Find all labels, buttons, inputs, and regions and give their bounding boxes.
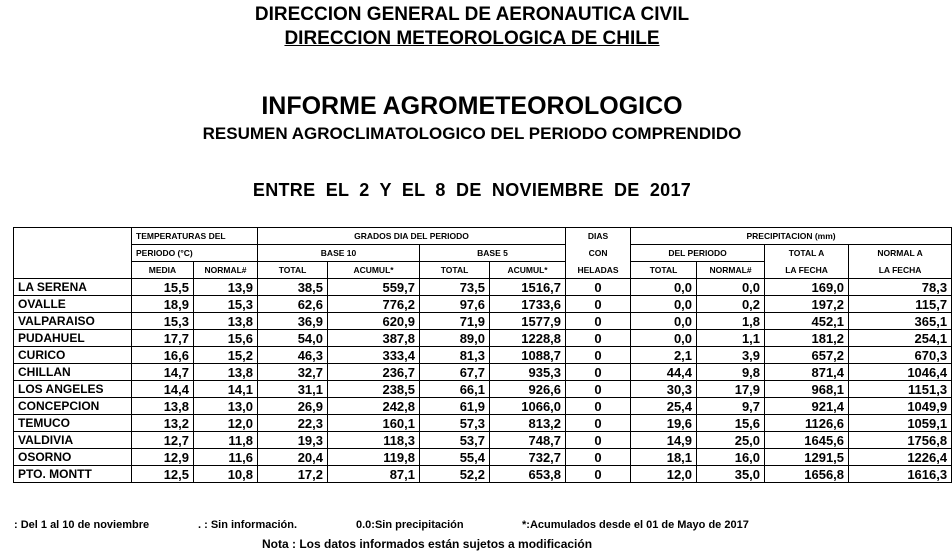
header-total-a: TOTAL A	[765, 245, 849, 262]
cell-station: VALPARAISO	[14, 313, 132, 330]
report-title: INFORME AGROMETEOROLOGICO	[261, 92, 683, 120]
cell-b5-acumul: 813,2	[490, 415, 566, 432]
cell-heladas: 0	[566, 466, 631, 483]
cell-station: TEMUCO	[14, 415, 132, 432]
cell-normal-fecha: 1756,8	[849, 432, 952, 449]
header-row-2	[14, 245, 952, 262]
cell-normal-fecha: 365,1	[849, 313, 952, 330]
cell-media: 14,4	[132, 381, 194, 398]
footnote-acumulados: *:Acumulados desde el 01 de Mayo de 2017	[522, 519, 749, 531]
header-con: CON	[566, 245, 631, 262]
header-b5-acumul: ACUMUL*	[490, 262, 566, 279]
cell-p-normal: 0,2	[697, 296, 765, 313]
cell-total-fecha: 1126,6	[765, 415, 849, 432]
header-dias: DIAS	[566, 228, 631, 245]
cell-normal: 15,2	[194, 347, 258, 364]
cell-p-total: 14,9	[631, 432, 697, 449]
cell-normal: 15,3	[194, 296, 258, 313]
cell-p-normal: 3,9	[697, 347, 765, 364]
cell-normal: 14,1	[194, 381, 258, 398]
cell-heladas: 0	[566, 432, 631, 449]
cell-p-total: 44,4	[631, 364, 697, 381]
cell-b5-total: 52,2	[420, 466, 490, 483]
cell-media: 16,6	[132, 347, 194, 364]
table-row	[14, 330, 952, 347]
header-base10: BASE 10	[258, 245, 420, 262]
cell-normal-fecha: 115,7	[849, 296, 952, 313]
cell-heladas: 0	[566, 381, 631, 398]
cell-b5-acumul: 732,7	[490, 449, 566, 466]
report-period: ENTRE EL 2 Y EL 8 DE NOVIEMBRE DE 2017	[252, 180, 692, 200]
table-row	[14, 279, 952, 296]
header-p-normal: NORMAL#	[697, 262, 765, 279]
cell-heladas: 0	[566, 415, 631, 432]
cell-station: OVALLE	[14, 296, 132, 313]
header-base5: BASE 5	[420, 245, 566, 262]
header-row-3	[14, 262, 952, 279]
cell-station: LA SERENA	[14, 279, 132, 296]
cell-media: 15,5	[132, 279, 194, 296]
header-row-1	[14, 228, 952, 245]
footnote-sin-info: . : Sin información.	[198, 519, 298, 531]
cell-p-total: 0,0	[631, 296, 697, 313]
cell-b5-acumul: 1577,9	[490, 313, 566, 330]
cell-normal-fecha: 1049,9	[849, 398, 952, 415]
cell-p-normal: 9,7	[697, 398, 765, 415]
table-row	[14, 296, 952, 313]
header-del-periodo: DEL PERIODO	[631, 245, 765, 262]
cell-media: 14,7	[132, 364, 194, 381]
cell-p-total: 30,3	[631, 381, 697, 398]
cell-b10-total: 20,4	[258, 449, 328, 466]
cell-station: CURICO	[14, 347, 132, 364]
header-b5-total: TOTAL	[420, 262, 490, 279]
cell-normal: 13,8	[194, 313, 258, 330]
cell-total-fecha: 921,4	[765, 398, 849, 415]
cell-p-total: 0,0	[631, 330, 697, 347]
cell-normal: 11,8	[194, 432, 258, 449]
cell-normal: 13,0	[194, 398, 258, 415]
cell-b10-total: 19,3	[258, 432, 328, 449]
cell-station: VALDIVIA	[14, 432, 132, 449]
cell-total-fecha: 169,0	[765, 279, 849, 296]
cell-b10-acumul: 559,7	[328, 279, 420, 296]
table-row	[14, 347, 952, 364]
cell-b5-acumul: 1088,7	[490, 347, 566, 364]
cell-normal: 11,6	[194, 449, 258, 466]
cell-b10-total: 36,9	[258, 313, 328, 330]
header-temp-2: PERIODO (°C)	[132, 245, 258, 262]
cell-total-fecha: 871,4	[765, 364, 849, 381]
cell-normal: 13,9	[194, 279, 258, 296]
header-station-blank	[14, 228, 132, 245]
cell-b5-total: 55,4	[420, 449, 490, 466]
cell-total-fecha: 1645,6	[765, 432, 849, 449]
cell-station: PUDAHUEL	[14, 330, 132, 347]
cell-station: CONCEPCION	[14, 398, 132, 415]
header-station-blank-3	[14, 262, 132, 279]
header-normal-a: NORMAL A	[849, 245, 952, 262]
header-station-blank-2	[14, 245, 132, 262]
cell-total-fecha: 452,1	[765, 313, 849, 330]
cell-heladas: 0	[566, 398, 631, 415]
cell-b5-total: 61,9	[420, 398, 490, 415]
agro-table	[13, 227, 952, 483]
cell-station: CHILLAN	[14, 364, 132, 381]
header-la-fecha-1: LA FECHA	[765, 262, 849, 279]
cell-normal-fecha: 1616,3	[849, 466, 952, 483]
cell-p-normal: 25,0	[697, 432, 765, 449]
header-temp-1: TEMPERATURAS DEL	[132, 228, 258, 245]
cell-p-normal: 16,0	[697, 449, 765, 466]
header-heladas: HELADAS	[566, 262, 631, 279]
cell-b10-acumul: 87,1	[328, 466, 420, 483]
cell-normal: 12,0	[194, 415, 258, 432]
cell-b10-total: 38,5	[258, 279, 328, 296]
cell-p-normal: 1,8	[697, 313, 765, 330]
cell-b5-total: 89,0	[420, 330, 490, 347]
cell-b5-acumul: 653,8	[490, 466, 566, 483]
cell-p-total: 0,0	[631, 313, 697, 330]
cell-b10-total: 46,3	[258, 347, 328, 364]
cell-b5-total: 71,9	[420, 313, 490, 330]
cell-p-total: 25,4	[631, 398, 697, 415]
header-normal: NORMAL#	[194, 262, 258, 279]
cell-station: PTO. MONTT	[14, 466, 132, 483]
cell-b10-acumul: 160,1	[328, 415, 420, 432]
cell-p-total: 19,6	[631, 415, 697, 432]
cell-b5-total: 73,5	[420, 279, 490, 296]
footnote-sin-precip: 0.0:Sin precipitación	[356, 519, 464, 531]
cell-b10-acumul: 236,7	[328, 364, 420, 381]
cell-b10-acumul: 776,2	[328, 296, 420, 313]
cell-media: 12,5	[132, 466, 194, 483]
cell-p-normal: 35,0	[697, 466, 765, 483]
cell-total-fecha: 968,1	[765, 381, 849, 398]
footnote-normal: : Del 1 al 10 de noviembre	[14, 519, 150, 531]
cell-total-fecha: 181,2	[765, 330, 849, 347]
table-row	[14, 381, 952, 398]
header-la-fecha-2: LA FECHA	[849, 262, 952, 279]
header-media: MEDIA	[132, 262, 194, 279]
cell-b5-acumul: 935,3	[490, 364, 566, 381]
cell-b5-total: 53,7	[420, 432, 490, 449]
cell-station: LOS ANGELES	[14, 381, 132, 398]
cell-p-normal: 9,8	[697, 364, 765, 381]
cell-b10-total: 22,3	[258, 415, 328, 432]
cell-heladas: 0	[566, 313, 631, 330]
cell-b10-acumul: 242,8	[328, 398, 420, 415]
cell-b10-acumul: 620,9	[328, 313, 420, 330]
cell-media: 13,2	[132, 415, 194, 432]
table-row	[14, 466, 952, 483]
footnote-nota: Nota : Los datos informados están sujetos a modificación	[262, 537, 593, 551]
cell-b5-total: 81,3	[420, 347, 490, 364]
cell-media: 12,7	[132, 432, 194, 449]
cell-media: 17,7	[132, 330, 194, 347]
header-b10-acumul: ACUMUL*	[328, 262, 420, 279]
cell-heladas: 0	[566, 279, 631, 296]
cell-p-normal: 0,0	[697, 279, 765, 296]
cell-normal-fecha: 1226,4	[849, 449, 952, 466]
cell-b10-total: 54,0	[258, 330, 328, 347]
cell-heladas: 0	[566, 347, 631, 364]
table-row	[14, 432, 952, 449]
cell-b10-total: 62,6	[258, 296, 328, 313]
cell-total-fecha: 1656,8	[765, 466, 849, 483]
cell-normal-fecha: 1046,4	[849, 364, 952, 381]
cell-b10-total: 31,1	[258, 381, 328, 398]
cell-b10-total: 26,9	[258, 398, 328, 415]
cell-b5-total: 97,6	[420, 296, 490, 313]
cell-b5-total: 67,7	[420, 364, 490, 381]
cell-b10-acumul: 333,4	[328, 347, 420, 364]
cell-total-fecha: 1291,5	[765, 449, 849, 466]
header-p-total: TOTAL	[631, 262, 697, 279]
cell-b5-acumul: 1516,7	[490, 279, 566, 296]
table-row	[14, 449, 952, 466]
cell-heladas: 0	[566, 296, 631, 313]
cell-heladas: 0	[566, 449, 631, 466]
cell-p-total: 2,1	[631, 347, 697, 364]
cell-b5-acumul: 1066,0	[490, 398, 566, 415]
cell-media: 18,9	[132, 296, 194, 313]
cell-heladas: 0	[566, 364, 631, 381]
cell-normal: 10,8	[194, 466, 258, 483]
cell-b10-acumul: 387,8	[328, 330, 420, 347]
table-row	[14, 415, 952, 432]
cell-normal-fecha: 78,3	[849, 279, 952, 296]
cell-normal-fecha: 1059,1	[849, 415, 952, 432]
cell-p-normal: 1,1	[697, 330, 765, 347]
cell-b10-acumul: 118,3	[328, 432, 420, 449]
cell-b5-acumul: 1228,8	[490, 330, 566, 347]
cell-p-total: 12,0	[631, 466, 697, 483]
cell-p-normal: 15,6	[697, 415, 765, 432]
cell-media: 15,3	[132, 313, 194, 330]
cell-media: 12,9	[132, 449, 194, 466]
cell-b10-acumul: 238,5	[328, 381, 420, 398]
header-b10-total: TOTAL	[258, 262, 328, 279]
header-grados: GRADOS DIA DEL PERIODO	[258, 228, 566, 245]
cell-media: 13,8	[132, 398, 194, 415]
cell-total-fecha: 197,2	[765, 296, 849, 313]
cell-normal: 13,8	[194, 364, 258, 381]
table-row	[14, 313, 952, 330]
header-precip: PRECIPITACION (mm)	[631, 228, 952, 245]
header-line-meteorologica: DIRECCION METEOROLOGICA DE CHILE	[284, 28, 660, 49]
cell-normal-fecha: 254,1	[849, 330, 952, 347]
table-row	[14, 364, 952, 381]
cell-b10-acumul: 119,8	[328, 449, 420, 466]
cell-b5-acumul: 926,6	[490, 381, 566, 398]
cell-heladas: 0	[566, 330, 631, 347]
cell-p-total: 18,1	[631, 449, 697, 466]
cell-b5-total: 57,3	[420, 415, 490, 432]
cell-b5-acumul: 1733,6	[490, 296, 566, 313]
cell-normal-fecha: 1151,3	[849, 381, 952, 398]
cell-normal-fecha: 670,3	[849, 347, 952, 364]
report-subtitle: RESUMEN AGROCLIMATOLOGICO DEL PERIODO COMPRENDIDO	[202, 124, 742, 143]
cell-b5-acumul: 748,7	[490, 432, 566, 449]
cell-b5-total: 66,1	[420, 381, 490, 398]
cell-normal: 15,6	[194, 330, 258, 347]
table-row	[14, 398, 952, 415]
cell-b10-total: 32,7	[258, 364, 328, 381]
cell-p-total: 0,0	[631, 279, 697, 296]
cell-p-normal: 17,9	[697, 381, 765, 398]
cell-total-fecha: 657,2	[765, 347, 849, 364]
header-line-aeronautica: DIRECCION GENERAL DE AERONAUTICA CIVIL	[254, 4, 690, 25]
cell-station: OSORNO	[14, 449, 132, 466]
cell-b10-total: 17,2	[258, 466, 328, 483]
